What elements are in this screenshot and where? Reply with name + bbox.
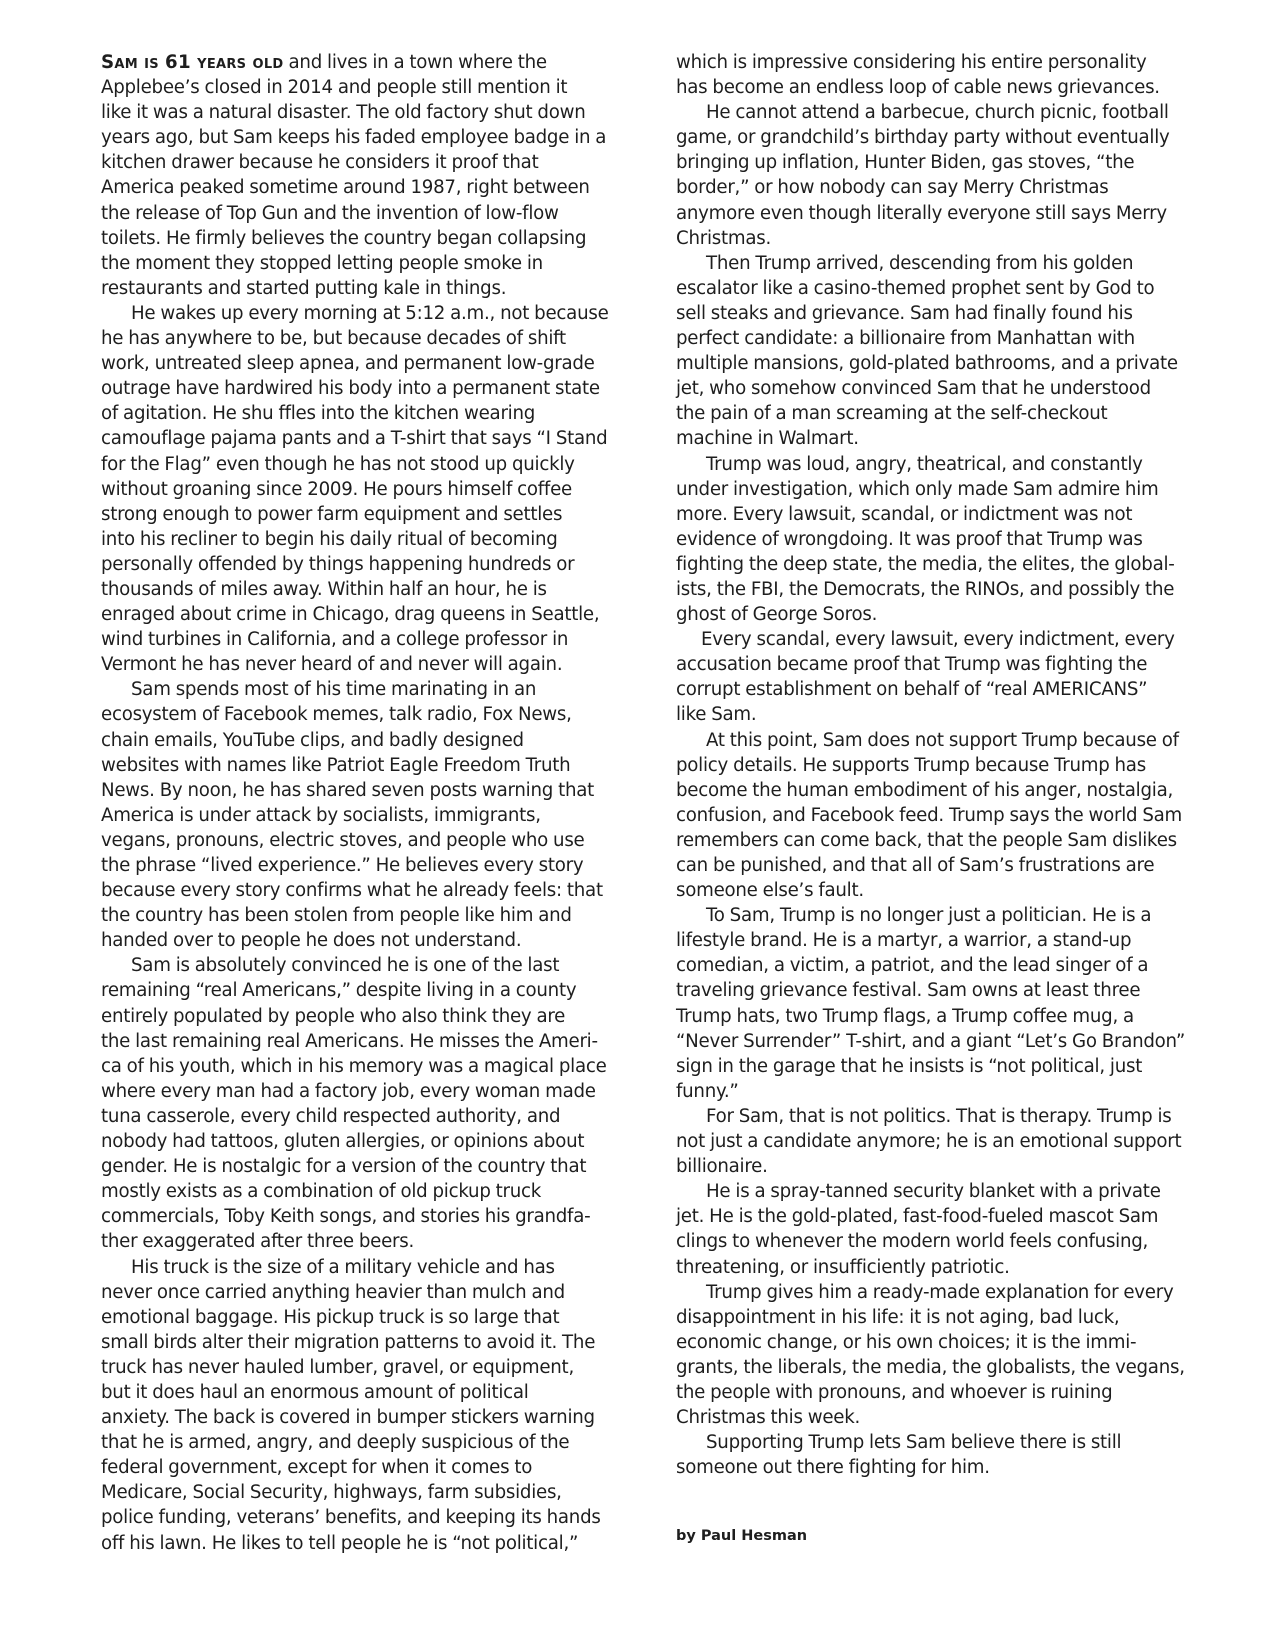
right-column-text-line: [676, 1229, 1214, 1254]
left-column-line-text: thousands of miles away. Within half an hour, he is: [101, 578, 547, 600]
right-column-text-line: [676, 1455, 1214, 1480]
left-column-line-text: personally offended by things happening hundreds or: [101, 553, 575, 575]
left-column-text-line: [101, 1079, 641, 1104]
right-column-line-text: remembers can come back, that the people Sam dislikes: [676, 829, 1177, 851]
right-column-text-line: [676, 753, 1214, 778]
right-column-line-text: Trump gives him a ready-made explanation for every: [706, 1281, 1174, 1303]
right-column-text-line: [676, 803, 1214, 828]
left-column-text-line: [101, 1104, 641, 1129]
right-column-text-line: [676, 401, 1214, 426]
right-column-text-line: [676, 351, 1214, 376]
left-column-line-text: commercials, Toby Keith songs, and stories his grandfa-: [101, 1206, 591, 1228]
article-column-right: [676, 50, 1214, 1480]
right-column-line-text: can be punished, and that all of Sam’s frustrations are: [676, 855, 1155, 876]
left-column-line-text: because every story confirms what he already feels: that: [101, 880, 603, 902]
right-column-text-line: [676, 953, 1214, 978]
left-column-text-line: [101, 1029, 641, 1054]
right-column-line-text: To Sam, Trump is no longer just a politician. He is a: [706, 905, 1152, 927]
left-column-line-text: camouflage pajama pants and a T-shirt that says “I Stand: [101, 428, 608, 450]
left-column-line-text: emotional baggage. His pickup truck is so large that: [101, 1306, 560, 1328]
left-column-text-line: [101, 276, 641, 301]
right-column-line-text: sign in the garage that he insists is “not political, just: [676, 1055, 1143, 1077]
right-column-text-line: [676, 477, 1214, 502]
left-column-text-line: [101, 100, 641, 125]
left-column-line-text: He wakes up every morning at 5:12 a.m., not because: [131, 302, 609, 324]
left-column-line-text: toilets. He firmly believes the country began collapsing: [101, 227, 587, 249]
right-column-text-line: [676, 50, 1214, 75]
left-column-text-line: [101, 376, 641, 401]
right-column-line-text: the people with pronouns, and whoever is ruining: [676, 1381, 1113, 1403]
left-column-line-text: nobody had tattoos, gluten allergies, or opinions about: [101, 1131, 585, 1153]
right-column-text-line: [676, 1154, 1214, 1179]
left-column-line-text: His truck is the size of a military vehicle and has: [131, 1256, 555, 1278]
right-column-text-line: [676, 326, 1214, 351]
left-column-line-text: America is under attack by socialists, immigrants,: [101, 804, 541, 826]
byline: by Paul Hesman: [676, 1528, 808, 1544]
left-column-text-line: [101, 577, 641, 602]
left-column-line-text: vegans, pronouns, electric stoves, and people who use: [101, 829, 585, 851]
right-column-text-line: [676, 426, 1214, 451]
left-column-line-text: off his lawn. He likes to tell people he is “not political,”: [101, 1532, 579, 1554]
right-column-line-text: confusion, and Facebook feed. Trump says the world Sam: [676, 804, 1182, 826]
left-column-text-line: [101, 728, 641, 753]
left-column-text-line: [101, 527, 641, 552]
left-column-text-line: [101, 978, 641, 1003]
left-column-line-text: federal government, except for when it comes to: [101, 1457, 533, 1479]
right-column-text-line: [676, 1305, 1214, 1330]
right-column-text-line: [676, 1380, 1214, 1405]
left-column-line-text: entirely populated by people who also think they are: [101, 1005, 566, 1027]
right-column-line-text: Then Trump arrived, descending from his golden: [706, 252, 1134, 274]
left-column-text-line: [101, 1330, 641, 1355]
left-column-text-line: [101, 1355, 641, 1380]
left-column-line-text: small birds alter their migration patterns to avoid it. The: [101, 1331, 596, 1353]
left-column-text-line: [101, 326, 641, 351]
right-column-text-line: [676, 1430, 1214, 1455]
left-column-line-text: kitchen drawer because he considers it proof that: [101, 152, 539, 174]
right-column-text-line: [676, 100, 1214, 125]
left-column-text-line: [101, 426, 641, 451]
right-column-text-line: [676, 1330, 1214, 1355]
left-column-line-text: never once carried anything heavier than mulch and: [101, 1281, 565, 1303]
left-column-line-text: Sam spends most of his time marinating in an: [131, 679, 537, 701]
left-column-line-text: into his recliner to begin his daily ritual of becoming: [101, 528, 558, 550]
right-column-line-text: disappointment in his life: it is not aging, bad luck,: [676, 1306, 1120, 1328]
right-column-line-text: accusation became proof that Trump was fighting the: [676, 654, 1148, 676]
right-column-text-line: [676, 276, 1214, 301]
right-column-text-line: [676, 1405, 1214, 1430]
right-column-line-text: threatening, or insufficiently patriotic.: [676, 1256, 1010, 1278]
left-column-text-line: [101, 150, 641, 175]
left-column-text-line: [101, 552, 641, 577]
right-column-line-text: fighting the deep state, the media, the elites, the global-: [676, 553, 1175, 575]
left-column-line-text: Vermont he has never heard of and never will again.: [101, 654, 563, 676]
right-column-line-text: machine in Walmart.: [676, 428, 859, 450]
right-column-line-text: more. Every lawsuit, scandal, or indictment was not: [676, 503, 1133, 525]
left-column-text-line: [101, 853, 641, 878]
left-column-line-text: work, untreated sleep apnea, and permanent low-grade: [101, 353, 595, 375]
right-column-line-text: Christmas this week.: [676, 1407, 861, 1429]
right-column-text-line: [676, 527, 1214, 552]
left-column-text-line: [101, 175, 641, 200]
right-column-line-text: someone out there fighting for him.: [676, 1457, 990, 1479]
left-column-line-text: News. By noon, he has shared seven posts warning that: [101, 779, 595, 801]
right-column-text-line: [676, 878, 1214, 903]
left-column-text-line: [101, 477, 641, 502]
left-column-line-text: and lives in a town where the: [283, 52, 547, 73]
left-column-line-text: the last remaining real Americans. He misses the Ameri-: [101, 1030, 598, 1052]
left-column-text-line: [101, 903, 641, 928]
left-column-text-line: [101, 1455, 641, 1480]
right-column-line-text: become the human embodiment of his anger, nostalgia,: [676, 779, 1174, 801]
left-column-text-line: [101, 1179, 641, 1204]
right-column-line-text: policy details. He supports Trump because Trump has: [676, 754, 1146, 776]
right-column-text-line: [676, 251, 1214, 276]
right-column-line-text: escalator like a casino-themed prophet sent by God to: [676, 277, 1155, 299]
right-column-text-line: [676, 226, 1214, 251]
right-column-line-text: someone else’s fault.: [676, 880, 864, 902]
left-column-line-text: where every man had a factory job, every woman made: [101, 1080, 596, 1102]
left-column-line-text: but it does haul an enormous amount of political: [101, 1381, 529, 1403]
right-column-text-line: [676, 452, 1214, 477]
left-column-line-text: Sam is absolutely convinced he is one of the last: [131, 955, 560, 977]
right-column-text-line: [676, 1079, 1214, 1104]
right-column-text-line: [676, 677, 1214, 702]
right-column-line-text: Christmas.: [676, 227, 771, 249]
left-column-line-text: gender. He is nostalgic for a version of the country that: [101, 1156, 587, 1178]
left-column-text-line: [101, 75, 641, 100]
left-column-line-text: for the Flag” even though he has not stood up quickly: [101, 453, 575, 475]
right-column-line-text: economic change, or his own choices; it is the immi-: [676, 1331, 1137, 1353]
right-column-line-text: jet, who somehow convinced Sam that he understood: [676, 378, 1151, 400]
right-column-text-line: [676, 301, 1214, 326]
right-column-line-text: perfect candidate: a billionaire from Manhattan with: [676, 328, 1135, 350]
article-column-left: [101, 50, 641, 1556]
right-column-line-text: traveling grievance festival. Sam owns at least three: [676, 980, 1141, 1002]
left-column-text-line: [101, 201, 641, 226]
right-column-line-text: Trump was loud, angry, theatrical, and constantly: [706, 453, 1143, 475]
left-column-text-line: [101, 502, 641, 527]
right-column-line-text: sell steaks and grievance. Sam had finally found his: [676, 302, 1133, 324]
right-column-line-text: At this point, Sam does not support Trump because of: [706, 729, 1179, 751]
left-column-text-line: [101, 251, 641, 276]
left-column-text-line: [101, 50, 641, 75]
left-column-line-text: outrage have hardwired his body into a permanent state: [101, 378, 600, 400]
right-column-line-text: multiple mansions, gold-plated bathrooms, and a private: [676, 353, 1178, 375]
right-column-line-text: comedian, a victim, a patriot, and the lead singer of a: [676, 955, 1149, 977]
left-column-line-text: remaining “real Americans,” despite living in a county: [101, 980, 577, 1002]
left-column-line-text: mostly exists as a combination of old pickup truck: [101, 1181, 542, 1203]
right-column-text-line: [676, 1029, 1214, 1054]
left-column-text-line: [101, 1480, 641, 1505]
right-column-text-line: [676, 150, 1214, 175]
right-column-line-text: Supporting Trump lets Sam believe there is still: [706, 1432, 1122, 1454]
right-column-text-line: [676, 1054, 1214, 1079]
right-column-line-text: game, or grandchild’s birthday party without eventually: [676, 127, 1170, 149]
right-column-line-text: ists, the FBI, the Democrats, the RINOs, and possibly the: [676, 578, 1175, 600]
left-column-line-text: the country has been stolen from people like him and: [101, 905, 572, 927]
left-column-line-text: enraged about crime in Chicago, drag queens in Seattle,: [101, 604, 600, 626]
right-column-line-text: Every scandal, every lawsuit, every indictment, every: [701, 629, 1175, 651]
left-column-text-line: [101, 452, 641, 477]
right-column-line-text: corrupt establishment on behalf of “real AMERICANS”: [676, 679, 1148, 701]
right-column-line-text: For Sam, that is not politics. That is therapy. Trump is: [706, 1105, 1172, 1127]
right-column-line-text: grants, the liberals, the media, the globalists, the vegans,: [676, 1356, 1185, 1378]
left-column-text-line: [101, 226, 641, 251]
left-column-text-line: [101, 301, 641, 326]
left-column-line-text: tuna casserole, every child respected authority, and: [101, 1105, 561, 1127]
left-column-line-text: years ago, but Sam keeps his faded employee badge in a: [101, 127, 607, 149]
left-column-text-line: [101, 753, 641, 778]
left-column-text-line: [101, 828, 641, 853]
left-column-line-text: America peaked sometime around 1987, right between: [101, 177, 590, 199]
left-column-line-text: Applebee’s closed in 2014 and people still mention it: [101, 77, 568, 99]
left-column-text-line: [101, 1255, 641, 1280]
right-column-text-line: [676, 903, 1214, 928]
left-column-text-line: [101, 1280, 641, 1305]
right-column-text-line: [676, 201, 1214, 226]
right-column-line-text: funny.”: [676, 1080, 739, 1102]
left-column-text-line: [101, 677, 641, 702]
left-column-line-text: Medicare, Social Security, highways, farm subsidies,: [101, 1482, 562, 1504]
left-column-text-line: [101, 803, 641, 828]
left-column-line-text: he has anywhere to be, but because decades of shift: [101, 328, 566, 350]
left-column-text-line: [101, 401, 641, 426]
right-column-line-text: billionaire.: [676, 1156, 768, 1178]
left-column-text-line: [101, 1054, 641, 1079]
right-column-text-line: [676, 602, 1214, 627]
right-column-text-line: [676, 1255, 1214, 1280]
lead-in: Sam is 61 years old: [101, 52, 284, 73]
right-column-text-line: [676, 1204, 1214, 1229]
left-column-line-text: ther exaggerated after three beers.: [101, 1231, 415, 1253]
right-column-text-line: [676, 652, 1214, 677]
right-column-text-line: [676, 577, 1214, 602]
left-column-text-line: [101, 1154, 641, 1179]
left-column-text-line: [101, 1204, 641, 1229]
left-column-text-line: [101, 1229, 641, 1254]
left-column-line-text: ecosystem of Facebook memes, talk radio, Fox News,: [101, 704, 572, 726]
left-column-text-line: [101, 878, 641, 903]
right-column-line-text: He cannot attend a barbecue, church picnic, football: [706, 102, 1169, 124]
left-column-line-text: chain emails, YouTube clips, and badly designed: [101, 729, 524, 751]
left-column-line-text: websites with names like Patriot Eagle Freedom Truth: [101, 754, 571, 776]
right-column-line-text: like Sam.: [676, 704, 757, 726]
right-column-text-line: [676, 1355, 1214, 1380]
right-column-line-text: bringing up inflation, Hunter Biden, gas stoves, “the: [676, 152, 1135, 174]
left-column-line-text: anxiety. The back is covered in bumper stickers warning: [101, 1407, 595, 1429]
right-column-text-line: [676, 552, 1214, 577]
left-column-line-text: without groaning since 2009. He pours himself coffee: [101, 478, 572, 500]
right-column-line-text: lifestyle brand. He is a martyr, a warrior, a stand-up: [676, 930, 1132, 952]
left-column-text-line: [101, 602, 641, 627]
right-column-text-line: [676, 75, 1214, 100]
left-column-line-text: of agitation. He shu ffles into the kitchen wearing: [101, 403, 536, 425]
right-column-text-line: [676, 778, 1214, 803]
right-column-line-text: ghost of George Soros.: [676, 604, 878, 626]
right-column-line-text: Trump hats, two Trump flags, a Trump coffee mug, a: [676, 1005, 1134, 1027]
left-column-text-line: [101, 652, 641, 677]
left-column-line-text: the release of Top Gun and the invention of low-flow: [101, 202, 559, 224]
right-column-line-text: under investigation, which only made Sam admire him: [676, 478, 1159, 500]
right-column-line-text: clings to whenever the modern world feels confusing,: [676, 1231, 1149, 1253]
left-column-text-line: [101, 928, 641, 953]
right-column-text-line: [676, 828, 1214, 853]
right-column-text-line: [676, 175, 1214, 200]
left-column-line-text: restaurants and started putting kale in things.: [101, 277, 507, 299]
left-column-text-line: [101, 1380, 641, 1405]
left-column-line-text: handed over to people he does not understand.: [101, 930, 522, 952]
right-column-text-line: [676, 928, 1214, 953]
left-column-line-text: that he is armed, angry, and deeply suspicious of the: [101, 1432, 570, 1454]
right-column-text-line: [676, 728, 1214, 753]
right-column-line-text: jet. He is the gold-plated, fast-food-fueled mascot Sam: [676, 1206, 1159, 1228]
right-column-line-text: He is a spray-tanned security blanket with a private: [706, 1181, 1161, 1203]
right-column-text-line: [676, 1280, 1214, 1305]
right-column-text-line: [676, 627, 1214, 652]
left-column-text-line: [101, 351, 641, 376]
left-column-line-text: ca of his youth, which in his memory was a magical place: [101, 1055, 607, 1077]
left-column-line-text: like it was a natural disaster. The old factory shut down: [101, 102, 586, 124]
left-column-line-text: truck has never hauled lumber, gravel, or equipment,: [101, 1356, 574, 1378]
right-column-line-text: which is impressive considering his entire personality: [676, 52, 1147, 73]
left-column-text-line: [101, 1430, 641, 1455]
left-column-line-text: the phrase “lived experience.” He believes every story: [101, 855, 584, 876]
right-column-text-line: [676, 1004, 1214, 1029]
left-column-text-line: [101, 627, 641, 652]
right-column-line-text: has become an endless loop of cable news grievances.: [676, 77, 1160, 99]
right-column-line-text: evidence of wrongdoing. It was proof that Trump was: [676, 528, 1143, 550]
right-column-text-line: [676, 376, 1214, 401]
right-column-text-line: [676, 702, 1214, 727]
right-column-text-line: [676, 125, 1214, 150]
right-column-line-text: “Never Surrender” T-shirt, and a giant “Let’s Go Brandon”: [676, 1030, 1186, 1052]
right-column-line-text: the pain of a man screaming at the self-checkout: [676, 403, 1108, 425]
left-column-line-text: the moment they stopped letting people smoke in: [101, 252, 543, 274]
right-column-line-text: border,” or how nobody can say Merry Christmas: [676, 177, 1109, 199]
left-column-line-text: wind turbines in California, and a college professor in: [101, 629, 569, 651]
left-column-text-line: [101, 702, 641, 727]
right-column-line-text: not just a candidate anymore; he is an emotional support: [676, 1131, 1182, 1153]
left-column-line-text: police funding, veterans’ benefits, and keeping its hands: [101, 1507, 601, 1529]
left-column-text-line: [101, 1004, 641, 1029]
right-column-line-text: anymore even though literally everyone still says Merry: [676, 202, 1167, 224]
left-column-text-line: [101, 1129, 641, 1154]
left-column-text-line: [101, 1505, 641, 1530]
right-column-text-line: [676, 1129, 1214, 1154]
right-column-text-line: [676, 1179, 1214, 1204]
right-column-text-line: [676, 1104, 1214, 1129]
left-column-text-line: [101, 1531, 641, 1556]
left-column-text-line: [101, 1405, 641, 1430]
left-column-text-line: [101, 953, 641, 978]
left-column-text-line: [101, 778, 641, 803]
left-column-line-text: strong enough to power farm equipment and settles: [101, 503, 563, 525]
right-column-text-line: [676, 978, 1214, 1003]
right-column-text-line: [676, 502, 1214, 527]
left-column-text-line: [101, 1305, 641, 1330]
left-column-text-line: [101, 125, 641, 150]
right-column-text-line: [676, 853, 1214, 878]
